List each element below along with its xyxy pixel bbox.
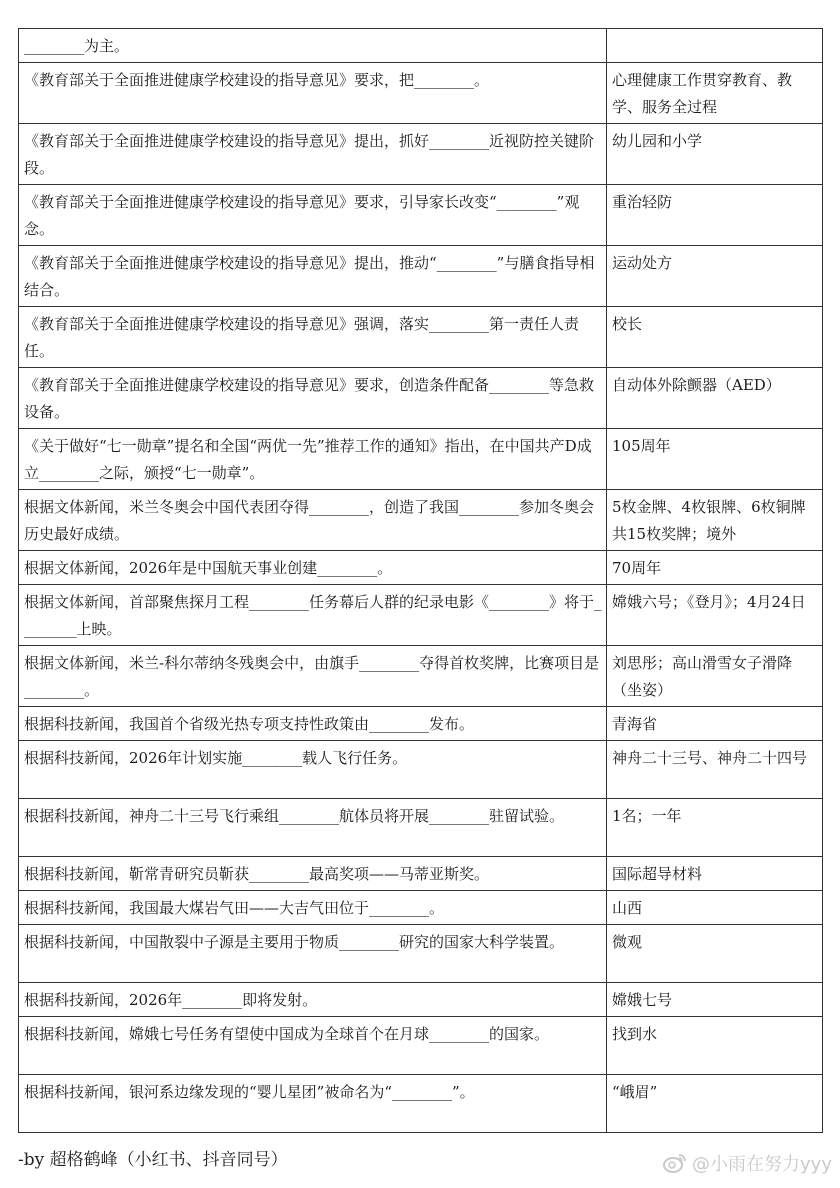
question-cell: 《教育部关于全面推进健康学校建设的指导意见》要求，创造条件配备________等急救设备。 (19, 368, 607, 429)
question-cell: 根据科技新闻，2026年________即将发射。 (19, 983, 607, 1017)
answer-cell: 微观 (607, 925, 823, 983)
table-row (19, 246, 823, 307)
question-cell: 根据文体新闻，2026年是中国航天事业创建________。 (19, 551, 607, 585)
table-row (19, 63, 823, 124)
question-cell: 根据科技新闻，神舟二十三号飞行乘组________航体员将开展________驻留试验。 (19, 799, 607, 857)
table-row (19, 983, 823, 1017)
weibo-icon (662, 1152, 688, 1174)
table-row (19, 29, 823, 63)
question-cell: 根据科技新闻，银河系边缘发现的“婴儿星团”被命名为“________”。 (19, 1075, 607, 1133)
qa-table (18, 28, 823, 1133)
table-row (19, 490, 823, 551)
question-cell: 根据文体新闻，米兰-科尔蒂纳冬残奥会中，由旗手________夺得首枚奖牌，比赛项目是________。 (19, 646, 607, 707)
answer-cell: 重治轻防 (607, 185, 823, 246)
answer-cell: 自动体外除颤器（AED） (607, 368, 823, 429)
question-cell: 根据科技新闻，2026年计划实施________载人飞行任务。 (19, 741, 607, 799)
table-row (19, 551, 823, 585)
weibo-watermark (662, 1150, 832, 1176)
table-row (19, 857, 823, 891)
question-cell: 《教育部关于全面推进健康学校建设的指导意见》强调，落实________第一责任人责任。 (19, 307, 607, 368)
question-cell: 根据科技新闻，我国最大煤岩气田——大吉气田位于________。 (19, 891, 607, 925)
table-row (19, 585, 823, 646)
table-row (19, 741, 823, 799)
answer-cell: 70周年 (607, 551, 823, 585)
table-row (19, 1017, 823, 1075)
table-row (19, 185, 823, 246)
answer-cell: “峨眉” (607, 1075, 823, 1133)
table-row (19, 891, 823, 925)
question-cell: 《教育部关于全面推进健康学校建设的指导意见》要求，把________。 (19, 63, 607, 124)
question-cell: 《关于做好“七一勋章”提名和全国“两优一先”推荐工作的通知》指出，在中国共产D成立________之际，颁授“七一勋章”。 (19, 429, 607, 490)
answer-cell: 心理健康工作贯穿教育、教学、服务全过程 (607, 63, 823, 124)
qa-sheet (18, 28, 822, 1133)
qa-table-body (19, 29, 823, 1133)
answer-cell: 刘思彤；高山滑雪女子滑降（坐姿） (607, 646, 823, 707)
question-cell: ________为主。 (19, 29, 607, 63)
table-row (19, 124, 823, 185)
table-row (19, 799, 823, 857)
answer-cell: 运动处方 (607, 246, 823, 307)
table-row (19, 925, 823, 983)
answer-cell: 105周年 (607, 429, 823, 490)
table-row (19, 368, 823, 429)
answer-cell: 山西 (607, 891, 823, 925)
author-credit: -by 超格鹤峰（小红书、抖音同号） (18, 1150, 288, 1170)
answer-cell: 青海省 (607, 707, 823, 741)
answer-cell: 嫦娥七号 (607, 983, 823, 1017)
question-cell: 《教育部关于全面推进健康学校建设的指导意见》要求，引导家长改变“________”观念。 (19, 185, 607, 246)
question-cell: 《教育部关于全面推进健康学校建设的指导意见》提出，抓好________近视防控关键阶段。 (19, 124, 607, 185)
answer-cell: 嫦娥六号；《登月》；4月24日 (607, 585, 823, 646)
answer-cell: 国际超导材料 (607, 857, 823, 891)
question-cell: 根据科技新闻，中国散裂中子源是主要用于物质________研究的国家大科学装置。 (19, 925, 607, 983)
table-row (19, 646, 823, 707)
table-row (19, 1075, 823, 1133)
question-cell: 根据科技新闻，嫦娥七号任务有望使中国成为全球首个在月球________的国家。 (19, 1017, 607, 1075)
answer-cell (607, 29, 823, 63)
answer-cell: 神舟二十三号、神舟二十四号 (607, 741, 823, 799)
answer-cell: 幼儿园和小学 (607, 124, 823, 185)
question-cell: 根据科技新闻，我国首个省级光热专项支持性政策由________发布。 (19, 707, 607, 741)
watermark-text: @小雨在努力yyy (692, 1154, 832, 1175)
table-row (19, 307, 823, 368)
table-row (19, 707, 823, 741)
question-cell: 《教育部关于全面推进健康学校建设的指导意见》提出，推动“________”与膳食指导相结合。 (19, 246, 607, 307)
answer-cell: 校长 (607, 307, 823, 368)
question-cell: 根据科技新闻，靳常青研究员靳获________最高奖项——马蒂亚斯奖。 (19, 857, 607, 891)
question-cell: 根据文体新闻，首部聚焦探月工程________任务幕后人群的纪录电影《________》将于________上映。 (19, 585, 607, 646)
table-row (19, 429, 823, 490)
answer-cell: 找到水 (607, 1017, 823, 1075)
question-cell: 根据文体新闻，米兰冬奥会中国代表团夺得________，创造了我国________参加冬奥会历史最好成绩。 (19, 490, 607, 551)
answer-cell: 5枚金牌、4枚银牌、6枚铜牌共15枚奖牌；境外 (607, 490, 823, 551)
answer-cell: 1名；一年 (607, 799, 823, 857)
